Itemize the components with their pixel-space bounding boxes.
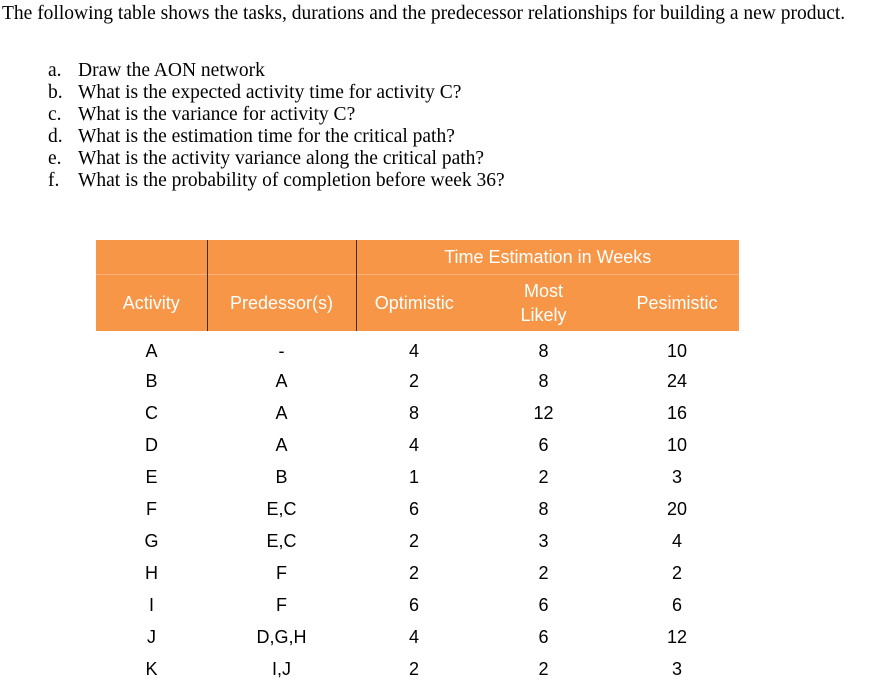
cell-activity: H	[145, 562, 158, 583]
table-group-header-row	[96, 240, 739, 275]
cell-most-likely: 6	[538, 626, 549, 647]
cell-predecessors: F	[276, 562, 287, 583]
cell-most-likely: 8	[538, 340, 549, 361]
question-text: What is the probability of completion before week 36?	[78, 170, 505, 191]
cell-most-likely: 2	[538, 658, 549, 679]
cell-predecessors: E,C	[266, 498, 297, 519]
cell-optimistic: 2	[408, 562, 419, 583]
cell-activity: J	[147, 626, 156, 647]
table-row	[96, 493, 739, 525]
cell-optimistic: 4	[408, 340, 419, 361]
cell-pessimistic: 10	[666, 340, 688, 361]
table-row	[96, 621, 739, 653]
question-item	[48, 170, 505, 192]
cell-activity: I	[148, 594, 154, 615]
cell-activity: B	[145, 370, 158, 391]
cell-pessimistic: 6	[671, 594, 682, 615]
cell-optimistic: 6	[408, 498, 419, 519]
header-predecessors: Predessor(s)	[207, 275, 356, 332]
header-pessimistic: Pesimistic	[615, 275, 739, 332]
empty-header-cell	[207, 240, 356, 275]
question-item	[48, 104, 505, 126]
cell-optimistic: 4	[408, 434, 419, 455]
header-activity: Activity	[96, 275, 207, 332]
table-row	[96, 429, 739, 461]
table-row	[96, 461, 739, 493]
question-text: What is the estimation time for the critical path?	[78, 126, 455, 147]
cell-most-likely: 8	[538, 498, 549, 519]
table-row	[96, 331, 739, 365]
cell-pessimistic: 12	[666, 626, 688, 647]
cell-predecessors: F	[276, 594, 287, 615]
table-body	[96, 331, 739, 685]
cell-pessimistic: 3	[671, 658, 682, 679]
table-header-row	[96, 275, 739, 332]
table-row	[96, 557, 739, 589]
cell-optimistic: 8	[408, 402, 419, 423]
cell-optimistic: 2	[408, 530, 419, 551]
question-letter: a.	[48, 60, 62, 81]
cell-predecessors: I,J	[271, 658, 291, 679]
empty-header-cell	[96, 240, 207, 275]
cell-predecessors: D,G,H	[256, 626, 307, 647]
cell-pessimistic: 2	[671, 562, 682, 583]
cell-predecessors: A	[275, 370, 288, 391]
cell-optimistic: 2	[408, 658, 419, 679]
question-item	[48, 126, 505, 148]
cell-optimistic: 6	[408, 594, 419, 615]
cell-activity: E	[145, 466, 158, 487]
table-row	[96, 589, 739, 621]
time-estimation-table	[96, 240, 739, 685]
cell-pessimistic: 10	[666, 434, 688, 455]
time-estimation-group-header: Time Estimation in Weeks	[356, 240, 739, 275]
header-most-likely: Most Likely	[472, 275, 615, 332]
cell-most-likely: 6	[538, 434, 549, 455]
cell-activity: K	[145, 658, 158, 679]
question-text: Draw the AON network	[78, 60, 265, 81]
cell-optimistic: 4	[408, 626, 419, 647]
cell-pessimistic: 3	[671, 466, 682, 487]
cell-pessimistic: 20	[666, 498, 688, 519]
question-item	[48, 148, 505, 170]
cell-most-likely: 2	[538, 562, 549, 583]
question-letter: b.	[48, 82, 63, 103]
cell-predecessors: -	[278, 340, 285, 361]
table-row	[96, 525, 739, 557]
cell-activity: D	[145, 434, 158, 455]
question-letter: f.	[48, 170, 60, 191]
question-text: What is the variance for activity C?	[78, 104, 356, 125]
question-list	[48, 60, 505, 192]
cell-predecessors: A	[275, 434, 288, 455]
question-text: What is the activity variance along the critical path?	[78, 148, 485, 169]
table-row	[96, 365, 739, 397]
question-text: What is the expected activity time for activity C?	[78, 82, 462, 103]
question-item	[48, 60, 505, 82]
cell-predecessors: A	[275, 402, 288, 423]
cell-optimistic: 1	[408, 466, 419, 487]
intro-text: The following table shows the tasks, durations and the predecessor relationships for building a new product.	[2, 3, 846, 24]
table-row	[96, 397, 739, 429]
cell-predecessors: B	[275, 466, 288, 487]
cell-most-likely: 6	[538, 594, 549, 615]
cell-pessimistic: 24	[666, 370, 688, 391]
question-letter: e.	[48, 148, 62, 169]
cell-most-likely: 12	[533, 402, 554, 423]
cell-pessimistic: 4	[671, 530, 682, 551]
cell-activity: A	[145, 340, 158, 361]
cell-activity: F	[146, 498, 157, 519]
question-item	[48, 82, 505, 104]
question-letter: d.	[48, 126, 63, 147]
question-letter: c.	[48, 104, 62, 125]
cell-most-likely: 8	[538, 370, 549, 391]
cell-activity: C	[145, 402, 158, 423]
table-row	[96, 653, 739, 685]
cell-pessimistic: 16	[666, 402, 688, 423]
cell-most-likely: 2	[538, 466, 549, 487]
header-optimistic: Optimistic	[356, 275, 472, 332]
cell-optimistic: 2	[408, 370, 419, 391]
cell-predecessors: E,C	[266, 530, 297, 551]
cell-activity: G	[144, 530, 159, 551]
estimation-table-container	[96, 240, 739, 685]
cell-most-likely: 3	[538, 530, 549, 551]
